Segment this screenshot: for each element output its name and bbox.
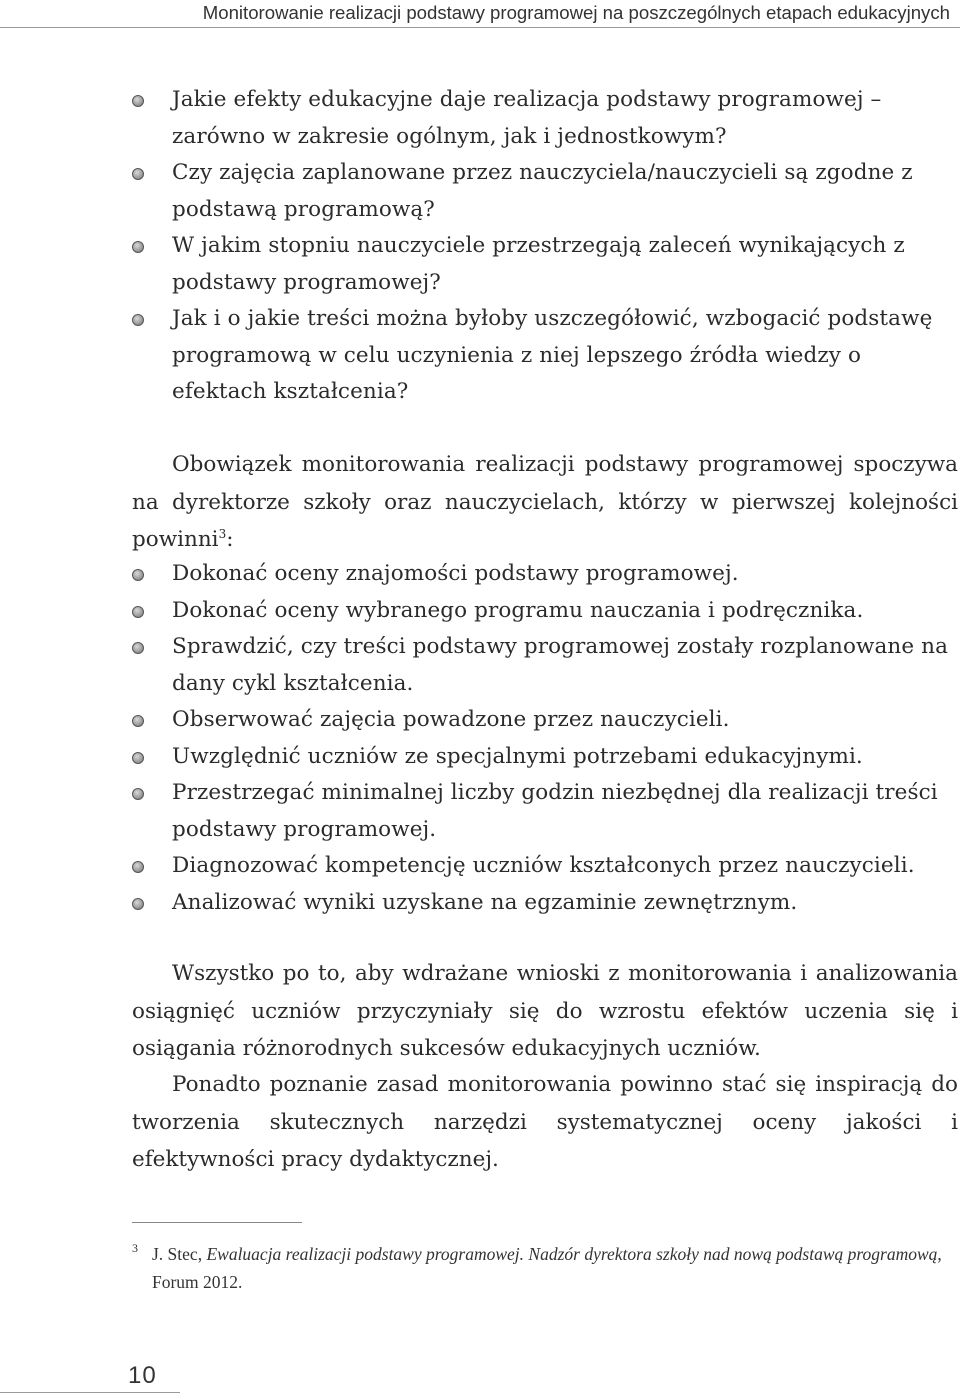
bullet-icon — [132, 569, 144, 581]
footnote-number: 3 — [132, 1241, 138, 1255]
footnote-publisher: , Forum 2012. — [152, 1244, 942, 1292]
closing-paragraph-2: Ponadto poznanie zasad monitorowania powinno stać się inspiracją do tworzenia skutecznych narzędzi systematycznej oceny jakości i efektywności pracy dydaktycznej. — [132, 1072, 958, 1172]
duty-paragraph-text: Obowiązek monitorowania realizacji podstawy programowej spoczywa na dyrektorze szkoły oraz nauczycielach, którzy w pierwszej kolejności powinni — [132, 452, 958, 552]
questions-list — [132, 82, 958, 411]
running-header: Monitorowanie realizacji podstawy programowej na poszczególnych etapach edukacyjnych — [0, 0, 960, 28]
list-item — [132, 82, 958, 155]
list-item — [132, 629, 958, 702]
list-item — [132, 848, 958, 885]
bullet-icon — [132, 752, 144, 764]
bullet-icon — [132, 788, 144, 800]
list-item — [132, 301, 958, 411]
list-item — [132, 593, 958, 630]
page-number: 10 — [128, 1362, 157, 1389]
bullet-icon — [132, 314, 144, 326]
page-number-rule — [0, 1392, 180, 1393]
footnote-divider — [132, 1222, 302, 1223]
footnote-title: Ewaluacja realizacji podstawy programowej. Nadzór dyrektora szkoły nad nową podstawą programową — [206, 1244, 938, 1264]
question-text: Jak i o jakie treści można byłoby uszczegółowić, wzbogacić podstawę programową w celu uczynienia z niej lepszego źródła wiedzy o efektach kształcenia? — [172, 306, 933, 404]
bullet-icon — [132, 241, 144, 253]
closing-paragraph-1: Wszystko po to, aby wdrażane wnioski z monitorowania i analizowania osiągnięć uczniów przyczyniały się do wzrostu efektów uczenia się i osiągania różnorodnych sukcesów edukacyjnych uczniów. — [132, 961, 958, 1061]
question-text: Jakie efekty edukacyjne daje realizacja podstawy programowej – zarówno w zakresie ogólnym, jak i jednostkowym? — [172, 87, 882, 149]
list-item — [132, 155, 958, 228]
duty-paragraph — [132, 446, 958, 559]
list-item — [132, 228, 958, 301]
duty-text: Dokonać oceny wybranego programu nauczania i podręcznika. — [172, 597, 864, 623]
bullet-icon — [132, 95, 144, 107]
duty-text: Przestrzegać minimalnej liczby godzin niezbędnej dla realizacji treści podstawy programowej. — [172, 780, 938, 842]
duty-text: Sprawdzić, czy treści podstawy programowej zostały rozplanowane na dany cykl kształcenia. — [172, 634, 948, 696]
duties-list — [132, 556, 958, 921]
duty-text: Uwzględnić uczniów ze specjalnymi potrzebami edukacyjnymi. — [172, 743, 863, 769]
bullet-icon — [132, 642, 144, 654]
list-item — [132, 775, 958, 848]
duty-text: Obserwować zajęcia powadzone przez nauczycieli. — [172, 707, 730, 732]
duty-text: Diagnozować kompetencję uczniów kształconych przez nauczycieli. — [172, 853, 915, 878]
list-item — [132, 739, 958, 776]
duty-paragraph-suffix: : — [226, 527, 234, 552]
list-item — [132, 702, 958, 739]
bullet-icon — [132, 606, 144, 618]
footnote-author: J. Stec, — [152, 1244, 203, 1264]
footnote — [132, 1240, 958, 1296]
bullet-icon — [132, 861, 144, 873]
list-item — [132, 556, 958, 593]
bullet-icon — [132, 715, 144, 727]
list-item — [132, 885, 958, 922]
bullet-icon — [132, 898, 144, 910]
question-text: W jakim stopniu nauczyciele przestrzegają zaleceń wynikających z podstawy programowej? — [172, 233, 905, 295]
footnote-reference[interactable]: 3 — [218, 526, 227, 541]
duty-text: Dokonać oceny znajomości podstawy programowej. — [172, 561, 739, 586]
question-text: Czy zajęcia zaplanowane przez nauczyciela/nauczycieli są zgodne z podstawą programową? — [172, 160, 913, 222]
bullet-icon — [132, 168, 144, 180]
duty-text: Analizować wyniki uzyskane na egzaminie zewnętrznym. — [172, 889, 798, 915]
